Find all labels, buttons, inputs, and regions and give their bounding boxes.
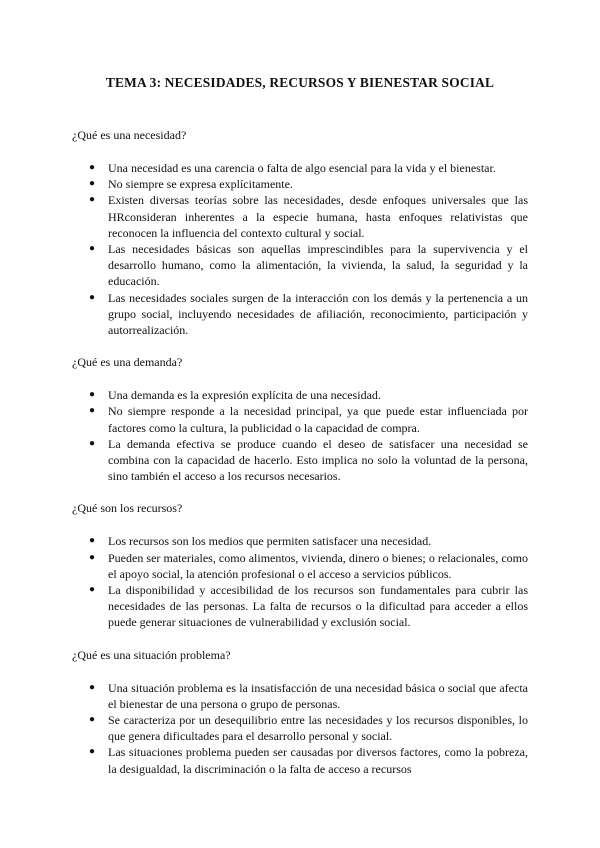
section-question: ¿Qué es una demanda? xyxy=(72,355,183,370)
section-necesidad xyxy=(72,128,528,338)
bullet-icon: ● xyxy=(89,535,96,547)
bullet-icon: ● xyxy=(89,405,96,417)
list-item: ● Se caracteriza por un desequilibrio entre las necesidades y los recursos disponibles, lo que genera dificultades para el desarrollo personal y social. xyxy=(89,713,528,744)
list-item: ● Una necesidad es una carencia o falta de algo esencial para la vida y el bienestar. xyxy=(89,161,496,175)
bullet-icon: ● xyxy=(89,584,96,596)
bullet-icon: ● xyxy=(89,243,96,255)
list-item: ● No siempre responde a la necesidad principal, ya que puede estar influenciada por factores como la cultura, la publicidad o la capacidad de compra. xyxy=(89,404,528,435)
bullet-icon: ● xyxy=(89,389,96,401)
bullet-icon: ● xyxy=(89,746,96,758)
bullet-icon: ● xyxy=(89,681,96,693)
section-situacion-problema xyxy=(72,648,528,777)
section-recursos xyxy=(72,501,528,630)
bullet-list xyxy=(72,160,528,338)
bullet-icon: ● xyxy=(89,162,96,173)
bullet-icon: ● xyxy=(89,194,96,206)
bullet-icon: ● xyxy=(89,437,96,449)
section-demanda xyxy=(72,355,528,484)
bullet-list xyxy=(72,533,528,630)
list-item: ● Una situación problema es la insatisfacción de una necesidad básica o social que afecta el bienestar de una persona o grupo de personas. xyxy=(89,680,528,711)
list-item: ● Pueden ser materiales, como alimentos, vivienda, dinero o bienes; o relacionales, como el apoyo social, la atención profesional o el acceso a servicios públicos. xyxy=(89,550,528,581)
list-item: ● Las situaciones problema pueden ser causadas por diversos factores, como la pobreza, la desigualdad, la discriminación o la falta de acceso a recursos xyxy=(89,745,528,776)
bullet-icon: ● xyxy=(89,178,96,190)
list-item: ● Las necesidades básicas son aquellas imprescindibles para la supervivencia y el desarrollo humano, como la alimentación, la vivienda, la salud, la seguridad y la educación. xyxy=(89,242,528,289)
bullet-icon: ● xyxy=(89,551,96,563)
list-item: ● No siempre se expresa explícitamente. xyxy=(89,177,293,192)
section-question: ¿Qué es una necesidad? xyxy=(72,128,187,142)
list-item: ● Una demanda es la expresión explícita de una necesidad. xyxy=(89,388,381,403)
bullet-list xyxy=(72,680,528,777)
list-item: ● Los recursos son los medios que permiten satisfacer una necesidad. xyxy=(89,534,432,549)
section-question: ¿Qué es una situación problema? xyxy=(72,647,231,662)
bullet-icon: ● xyxy=(89,291,96,303)
list-item: ● Las necesidades sociales surgen de la interacción con los demás y la pertenencia a un grupo social, incluyendo necesidades de afiliación, reconocimiento, participación y autorrealización. xyxy=(89,290,528,338)
bullet-list xyxy=(72,387,528,484)
list-item: ● La disponibilidad y accesibilidad de los recursos son fundamentales para cubrir las necesidades de las personas. La falta de recursos o la dificultad para acceder a ellos puede generar situaciones de vulnerabilidad y exclusión social. xyxy=(89,583,528,630)
page-title: TEMA 3: NECESIDADES, RECURSOS Y BIENESTAR SOCIAL xyxy=(105,75,495,90)
list-item: ● La demanda efectiva se produce cuando el deseo de satisfacer una necesidad se combina con la capacidad de hacerlo. Esto implica no solo la voluntad de la persona, sino también el acceso a los recursos necesarios. xyxy=(89,436,528,484)
bullet-icon: ● xyxy=(89,714,96,726)
list-item: ● Existen diversas teorías sobre las necesidades, desde enfoques universales que las HRconsideran inherentes a la especie humana, hasta enfoques relativistas que reconocen la influencia del contexto cultural y social. xyxy=(89,193,528,240)
section-question: ¿Qué son los recursos? xyxy=(72,501,183,516)
